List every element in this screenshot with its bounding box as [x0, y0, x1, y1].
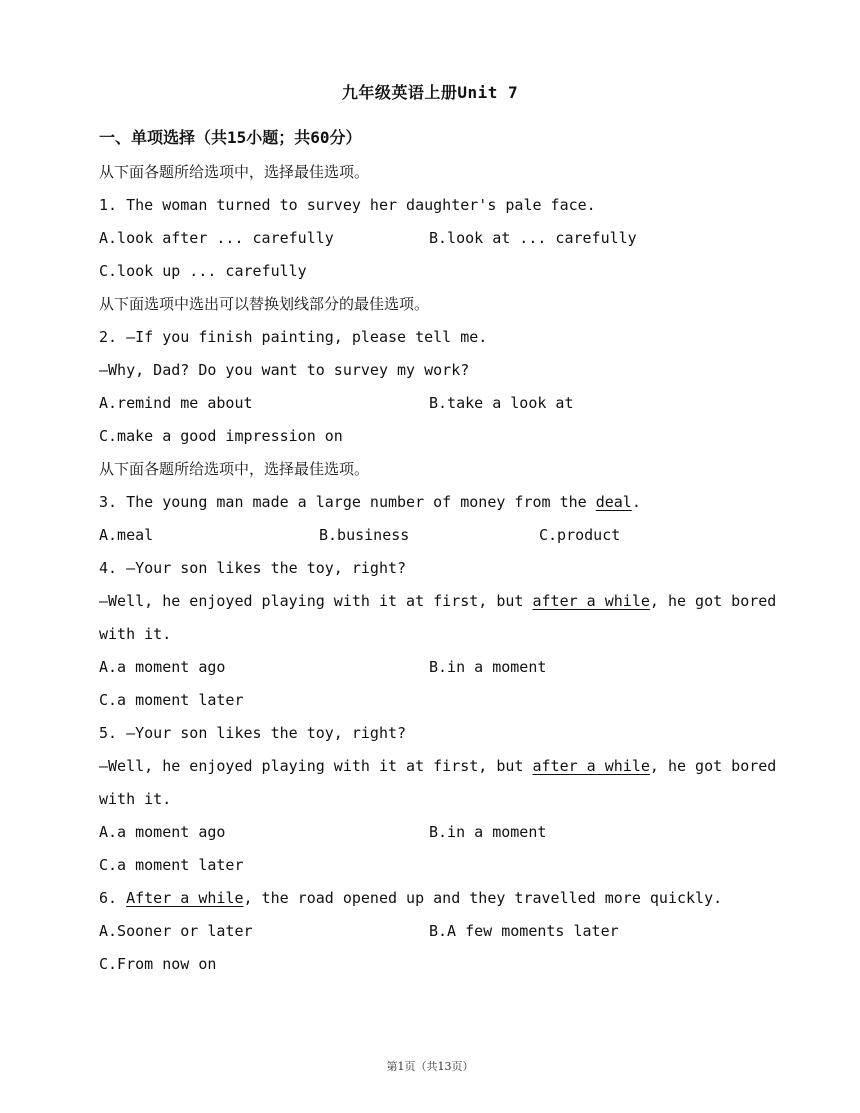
q3-option-c: C.product: [539, 526, 621, 544]
q1-option-b: B.look at ... carefully: [429, 229, 637, 247]
page-footer: 第1页（共13页）: [386, 1060, 474, 1073]
q5-stem-continued: with it.: [99, 790, 172, 808]
q5-stem: 5. —Your son likes the toy, right?: [99, 724, 407, 742]
q2-option-b: B.take a look at: [429, 394, 574, 412]
page-title: 九年级英语上册Unit 7: [341, 83, 519, 102]
q4-reply-post: , he got bored: [649, 592, 777, 610]
q2-option-a: A.remind me about: [99, 394, 253, 412]
q4-stem-continued: with it.: [99, 625, 172, 643]
q5-stem-reply: [99, 750, 777, 783]
q6-option-a: A.Sooner or later: [99, 922, 253, 940]
q2-stem-reply: —Why, Dad? Do you want to survey my work?: [99, 361, 470, 379]
q3-options-row: [99, 519, 759, 552]
instruction-choose-best-2: 从下面各题所给选项中，选择最佳选项。: [99, 460, 370, 478]
q5-underlined-phrase: after a while: [532, 757, 650, 775]
q5-reply-pre: —Well, he enjoyed playing with it at first, but: [99, 757, 533, 775]
q1-option-a: A.look after ... carefully: [99, 229, 334, 247]
q2-option-c: C.make a good impression on: [99, 427, 343, 445]
q6-options-row: [99, 915, 759, 948]
q1-options-row: [99, 222, 759, 255]
q4-option-b: B.in a moment: [429, 658, 547, 676]
q2-options-row: [99, 387, 759, 420]
q4-option-c: C.a moment later: [99, 691, 244, 709]
q6-underlined-phrase: After a while: [126, 889, 244, 907]
q3-stem: [99, 486, 759, 519]
q4-option-a: A.a moment ago: [99, 658, 226, 676]
q4-stem: 4. —Your son likes the toy, right?: [99, 559, 407, 577]
q6-stem: [99, 882, 759, 915]
q1-option-c: C.look up ... carefully: [99, 262, 307, 280]
q4-options-row: [99, 651, 759, 684]
q6-stem-pre: 6.: [99, 889, 127, 907]
q5-options-row: [99, 816, 759, 849]
q4-reply-pre: —Well, he enjoyed playing with it at first, but: [99, 592, 533, 610]
q6-option-c: C.From now on: [99, 955, 217, 973]
q5-option-b: B.in a moment: [429, 823, 547, 841]
q3-underlined-word: deal: [595, 493, 632, 511]
q1-stem: 1. The woman turned to survey her daughter's pale face.: [99, 196, 596, 214]
q6-option-b: B.A few moments later: [429, 922, 619, 940]
question-list: [99, 156, 777, 981]
q3-option-b: B.business: [319, 526, 410, 544]
instruction-choose-best: 从下面各题所给选项中，选择最佳选项。: [99, 163, 370, 181]
q3-stem-post: .: [631, 493, 641, 511]
q3-stem-pre: 3. The young man made a large number of money from the: [99, 493, 596, 511]
q4-stem-reply: [99, 585, 777, 618]
q4-underlined-phrase: after a while: [532, 592, 650, 610]
q2-stem: 2. —If you finish painting, please tell me.: [99, 328, 488, 346]
q3-option-a: A.meal: [99, 526, 154, 544]
q5-option-c: C.a moment later: [99, 856, 244, 874]
q6-stem-post: , the road opened up and they travelled more quickly.: [243, 889, 723, 907]
instruction-replace-underlined: 从下面选项中选出可以替换划线部分的最佳选项。: [99, 295, 430, 313]
q5-option-a: A.a moment ago: [99, 823, 226, 841]
section-heading: 一、单项选择（共15小题；共60分）: [99, 128, 362, 147]
q5-reply-post: , he got bored: [649, 757, 777, 775]
